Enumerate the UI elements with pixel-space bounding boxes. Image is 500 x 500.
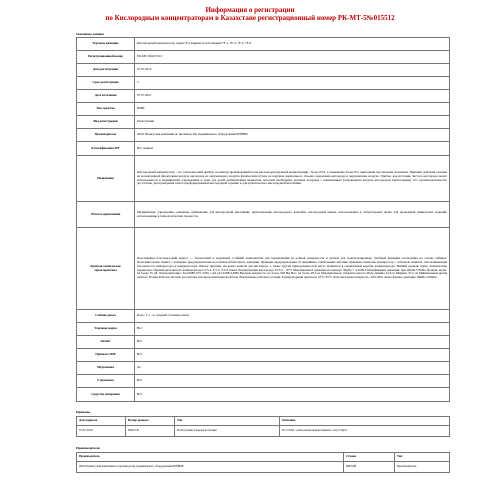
value-application: Медицинские учреждения, домашнее применение для кислородной ингаляции; приготовление кислородного коктейля, кислородной ванны, использование в лабораторных целях для проведения химических реакций, использование в технологических процессах. [135, 202, 450, 228]
value-trademark: Нет [135, 323, 450, 336]
row-gmp [77, 349, 450, 362]
label-risk-class: Степень риска [77, 310, 135, 323]
label-classification: Классификация МТ [77, 142, 135, 156]
value-expiry-date: 07.07.2021 [135, 90, 450, 103]
value-measuring: Нет [135, 388, 450, 402]
producers-header-country: Страна [344, 453, 395, 462]
row-reg-term [77, 77, 450, 90]
orders-header-type: Тип [175, 417, 280, 426]
value-tech-spec: Пластиковые пластмассовый корпус — безопасный и надежный. Стойкий компонентов для перемещения (и ровной поверхности и ручкой для транспортировки). Удобный функции отключения на основе таймера. Дополнительная защита с помощью предохранительного клапана избыточного давления. Функция предупреждения об аварийных отключениях питания звуковым сигналом. Компрессор с тепловой защитой, обеспечивающей безопасность компрессора и концентратора. Шкалу питания, посылает канюля для кислорода, а также других принадлежностей могут храниться в специальной коробке концентратора. Низкий уровень шума. Технические параметры: Производительность концентратора: 0,5-3, 0,5-5, 0,5-8 л/мин. Концентрация кислорода: 93,5% – 87% Максимальное давление на выходе: 45кПа ± 4,5кПа Спецификации давления: при 20кПа+25кПа Уровень шума: не более 55 дБ Электропитание: AC220В±10% 50Гц 1,4A (AC220В-240В) Входная мощность: не более 590 ВА Вес: не более 28,5 кг Максимальные габариты высота 60см Длинна 44,5см Ширина 37,2 см Минимальная время работы: 30 мин Рабочая система рассчитана для продолжительной работы. Нормальные рабочие условия: Температурный диапазон: 10°C-35°C Относительная влажность: 20%-80% Атмосферное давление: 86кПа-106кПа [135, 228, 450, 310]
table-row [77, 462, 450, 473]
label-reg-number: Регистрационный номер [77, 51, 135, 64]
order-description: По СХЗО, электронная версия приказа отсутствует [280, 426, 450, 437]
label-device-type: Тип средства [77, 103, 135, 116]
label-trademark: Торговая марка [77, 323, 135, 336]
value-reg-kind: Регистрация [135, 116, 450, 129]
label-measuring: Средство измерения [77, 388, 135, 402]
orders-header-row [77, 417, 450, 426]
row-expiry-date [77, 90, 450, 103]
table-row [77, 426, 450, 437]
title-line-1: Информация о регистрации [205, 6, 295, 14]
row-trade-name [77, 38, 450, 51]
label-reg-term: Срок регистрации [77, 77, 135, 90]
row-patent [77, 336, 450, 349]
label-medtech: Медтехника [77, 362, 135, 375]
value-purpose: Кислородный концентратор - это электрический прибор, на выходе производящий поток кислородовоздушной концентрации - более 93%, а повышенно более 9%, пригодный для дыхания человеком. Принцип действия основан на молекулярной фильтрации воздуха кислорода из окружающего воздуха физическим путем, не нарушая нормального объема содержания кислорода в окружающем воздухе. Прибор, как источник чистого кислорода может использоваться в медицинских учреждениях и дома для детей реабилитации пациентов, которым необходимо дыхание воздухом с повышенным (сохранением воздуха кислородом питательным). Его производительность достаточно для проведения запаса перфорированной кислородной терапии и для практического кислородной ингаляции. [135, 156, 450, 202]
value-medtech: Да [135, 362, 450, 375]
label-gmp: Признак GMP [77, 349, 135, 362]
producers-header-type: Тип [395, 453, 450, 462]
row-measuring [77, 388, 450, 402]
value-manufacturer: ООО Цзянсуская компания по производству медицинского оборудования ЮЙЮЕ [135, 129, 450, 142]
order-date: 07.07.2016 [77, 426, 126, 437]
document-title [0, 6, 500, 22]
row-reg-number [77, 51, 450, 64]
value-patent: Нет [135, 336, 450, 349]
orders-header-description: Описание [280, 417, 450, 426]
row-reg-kind [77, 116, 450, 129]
producers-table [76, 452, 450, 473]
orders-table [76, 416, 450, 437]
value-risk-class: Класс 2 а - со средней степенью риска [135, 310, 450, 323]
row-tech-spec [77, 228, 450, 310]
label-purpose: Назначение [77, 156, 135, 202]
row-manufacturer [77, 129, 450, 142]
value-reg-date: 07.07.2016 [135, 64, 450, 77]
row-device-type [77, 103, 450, 116]
value-sterile: Нет [135, 375, 450, 388]
value-gmp: Нет [135, 349, 450, 362]
producers-header-name: Производитель [77, 453, 344, 462]
row-sterile [77, 375, 450, 388]
value-device-type: ИМН [135, 103, 450, 116]
label-reg-kind: Вид регистрации [77, 116, 135, 129]
label-application: Область применения [77, 202, 135, 228]
orders-header-date: Дата приказа [77, 417, 126, 426]
label-tech-spec: Краткая техническая характеристика [77, 228, 135, 310]
label-reg-date: Дата регистрации [77, 64, 135, 77]
row-reg-date [77, 64, 450, 77]
producers-header-row [77, 453, 450, 462]
value-trade-name: Кислородный концентратор серии 7F в вариантах исполнения 7F-1, 7F-3, 7F-5, 7F-8 [135, 38, 450, 51]
label-trade-name: Торговое название [77, 38, 135, 51]
title-line-2: по Кислородным концентраторам в Казахстане регистрационный номер РК-МТ-5№015512 [105, 14, 395, 22]
orders-section-title: Приказы [76, 410, 91, 414]
order-type: Регистрация, Перерегистрация [175, 426, 280, 437]
main-data-table [76, 37, 450, 402]
row-application [77, 202, 450, 228]
label-expiry-date: Дата истечения [77, 90, 135, 103]
value-reg-number: РК-МТ-5№015512 [135, 51, 450, 64]
order-number: N002745 [126, 426, 175, 437]
row-risk-class [77, 310, 450, 323]
label-sterile: Стерильное [77, 375, 135, 388]
row-trademark [77, 323, 450, 336]
value-reg-term: 5 [135, 77, 450, 90]
row-classification [77, 142, 450, 156]
orders-header-number: Номер приказа [126, 417, 175, 426]
producer-country: КИТАЙ [344, 462, 395, 473]
producers-section-title: Производители [76, 446, 100, 450]
value-classification: Нет данных [135, 142, 450, 156]
label-patent: Патент [77, 336, 135, 349]
row-purpose [77, 156, 450, 202]
row-medtech [77, 362, 450, 375]
producer-type: Производитель [395, 462, 450, 473]
main-data-subheading: Основные данные [76, 32, 104, 36]
producer-name: ООО Цзянсуская компания по производству медицинского оборудования ЮЙЮЕ [77, 462, 344, 473]
label-manufacturer: Производитель [77, 129, 135, 142]
